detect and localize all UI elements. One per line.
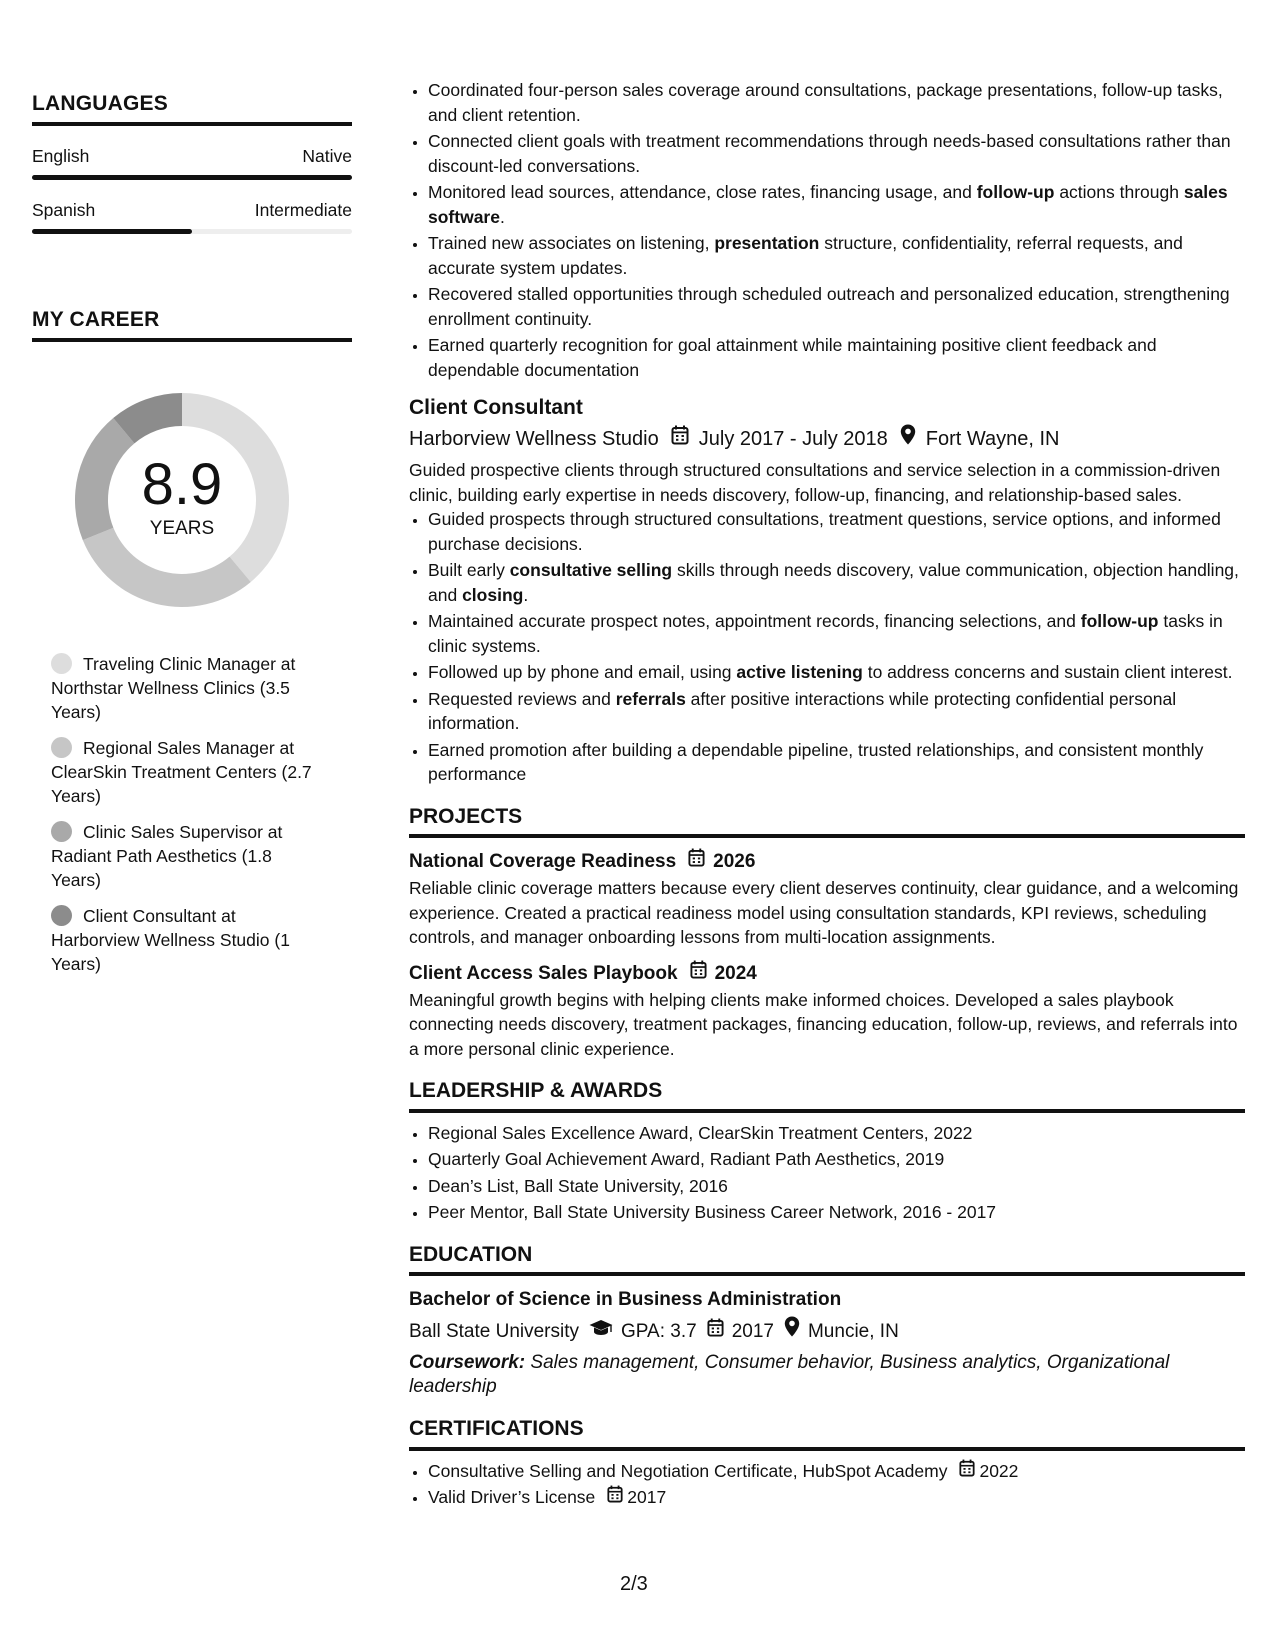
language-level: Intermediate [254, 200, 352, 220]
bullet-item: • Trained new associates on listening, presentation structure, confidentiality, referral requests, and accurate system updates. [428, 231, 1245, 280]
bullet-item: • Followed up by phone and email, using active listening to address concerns and sustain client interest. [428, 660, 1245, 685]
location-pin-icon [784, 1316, 800, 1347]
role-location: Fort Wayne, IN [925, 428, 1060, 450]
role-meta [409, 424, 1245, 454]
career-donut-chart [66, 384, 298, 616]
award-item: • Peer Mentor, Ball State University Business Career Network, 2016 - 2017 [428, 1200, 1245, 1225]
bullet-item: • Requested reviews and referrals after positive interactions while protecting confidential personal information. [428, 687, 1245, 736]
gpa: GPA: 3.7 [621, 1320, 697, 1342]
language-level: Native [302, 146, 352, 166]
donut-center [66, 384, 298, 616]
legend-dot [51, 737, 72, 758]
calendar-icon [959, 1459, 975, 1484]
certification-item [428, 1485, 1245, 1510]
calendar-icon [607, 1485, 623, 1510]
left-column [32, 92, 352, 988]
project-year: 2026 [713, 851, 756, 872]
school-name: Ball State University [409, 1320, 580, 1342]
project-item [409, 960, 1245, 1062]
calendar-icon [688, 848, 705, 876]
award-item: • Quarterly Goal Achievement Award, Radiant Path Aesthetics, 2019 [428, 1147, 1245, 1172]
legend-label: Regional Sales Manager at ClearSkin Treatment Centers (2.7 Years) [51, 738, 312, 806]
certifications-list [409, 1459, 1245, 1510]
company-name: Harborview Wellness Studio [409, 428, 659, 450]
legend-item [51, 904, 321, 976]
projects-heading: PROJECTS [409, 805, 1245, 839]
graduation-cap-icon [589, 1317, 613, 1347]
role-dates: July 2017 - July 2018 [698, 428, 888, 450]
legend-item [51, 652, 321, 724]
certifications-heading: CERTIFICATIONS [409, 1417, 1245, 1451]
legend-label: Traveling Clinic Manager at Northstar Wellness Clinics (3.5 Years) [51, 654, 296, 722]
legend-dot [51, 905, 72, 926]
bullet-item: • Guided prospects through structured consultations, treatment questions, service options, and informed purchase decisions. [428, 507, 1245, 556]
language-item [32, 146, 352, 180]
previous-role-bullets [409, 78, 1245, 382]
page-indicator: 2/3 [620, 1573, 648, 1595]
degree-title: Bachelor of Science in Business Administration [409, 1289, 842, 1310]
project-item [409, 848, 1245, 950]
award-item: • Dean’s List, Ball State University, 2016 [428, 1174, 1245, 1199]
education-location: Muncie, IN [807, 1320, 899, 1342]
project-year: 2024 [714, 962, 757, 984]
role-bullets [409, 507, 1245, 787]
legend-label: Clinic Sales Supervisor at Radiant Path Aesthetics (1.8 Years) [51, 822, 283, 890]
certification-item [428, 1459, 1245, 1484]
awards-list [409, 1121, 1245, 1225]
bullet-item: • Maintained accurate prospect notes, appointment records, financing selections, and follow-up tasks in clinic systems. [428, 609, 1245, 658]
education-heading: EDUCATION [409, 1243, 1245, 1277]
role-description: Guided prospective clients through structured consultations and service selection in a commission-driven clinic, building early expertise in needs discovery, follow-up, financing, and relationship-based sales. [409, 460, 1221, 505]
calendar-icon [690, 960, 707, 988]
bullet-item: • Recovered stalled opportunities through scheduled outreach and personalized education, strengthening enrollment continuity. [428, 282, 1245, 331]
awards-heading: LEADERSHIP & AWARDS [409, 1079, 1245, 1113]
coursework-label: Coursework: [409, 1352, 526, 1373]
location-pin-icon [900, 424, 916, 454]
bullet-item: • Earned quarterly recognition for goal attainment while maintaining positive client feedback and dependable documentation [428, 333, 1245, 382]
language-name: Spanish [32, 200, 96, 220]
project-text: Meaningful growth begins with helping clients make informed choices. Developed a sales playbook connecting needs discovery, treatment packages, financing education, follow-up, reviews, and referrals into a more personal clinic experience. [409, 989, 1238, 1059]
bullet-item: • Connected client goals with treatment recommendations through needs-based consultations rather than discount-led conversations. [428, 129, 1245, 178]
bullet-item: • Coordinated four-person sales coverage around consultations, package presentations, follow-up tasks, and client retention. [428, 78, 1245, 127]
legend-label: Client Consultant at Harborview Wellness Studio (1 Years) [51, 906, 290, 974]
project-title: National Coverage Readiness [409, 851, 677, 872]
bullet-item: • Monitored lead sources, attendance, close rates, financing usage, and follow-up actions through sales software. [428, 180, 1245, 229]
education-meta [409, 1316, 1245, 1347]
certification-year: 2017 [627, 1487, 667, 1507]
career-legend [51, 652, 321, 976]
bullet-item: • Earned promotion after building a dependable pipeline, trusted relationships, and consistent monthly performance [428, 738, 1245, 787]
career-unit: YEARS [149, 518, 215, 539]
coursework-text: Sales management, Consumer behavior, Business analytics, Organizational leadership [409, 1352, 1170, 1397]
certification-name: • Valid Driver’s License [428, 1487, 596, 1507]
career-total-years: 8.9 [141, 452, 223, 517]
languages-heading: LANGUAGES [32, 92, 352, 126]
legend-item [51, 820, 321, 892]
coursework [409, 1351, 1245, 1399]
career-heading: MY CAREER [32, 308, 352, 342]
calendar-icon [707, 1317, 724, 1347]
right-column [409, 78, 1245, 1512]
project-text: Reliable clinic coverage matters because every client deserves continuity, clear guidance, and a welcoming experience. Created a practical readiness model using consultation standards, KPI reviews, scheduling controls, and manager onboarding lessons from multi-location assignments. [409, 878, 1239, 947]
proficiency-fill [32, 229, 192, 234]
bullet-item: • Built early consultative selling skills through needs discovery, value communication, objection handling, and closing. [428, 558, 1245, 607]
legend-dot [51, 821, 72, 842]
certification-year: 2022 [979, 1460, 1019, 1481]
legend-dot [51, 653, 72, 674]
certification-name: • Consultative Selling and Negotiation Certificate, HubSpot Academy [428, 1460, 948, 1481]
language-proficiency-bar [32, 229, 352, 234]
language-proficiency-bar [32, 175, 352, 180]
language-item [32, 200, 352, 234]
project-title: Client Access Sales Playbook [409, 962, 678, 984]
graduation-year: 2017 [731, 1320, 774, 1342]
calendar-icon [671, 424, 689, 454]
language-name: English [32, 146, 90, 166]
proficiency-fill [32, 175, 352, 180]
legend-item [51, 736, 321, 808]
role-title: Client Consultant [409, 396, 583, 419]
award-item: • Regional Sales Excellence Award, ClearSkin Treatment Centers, 2022 [428, 1121, 1245, 1146]
